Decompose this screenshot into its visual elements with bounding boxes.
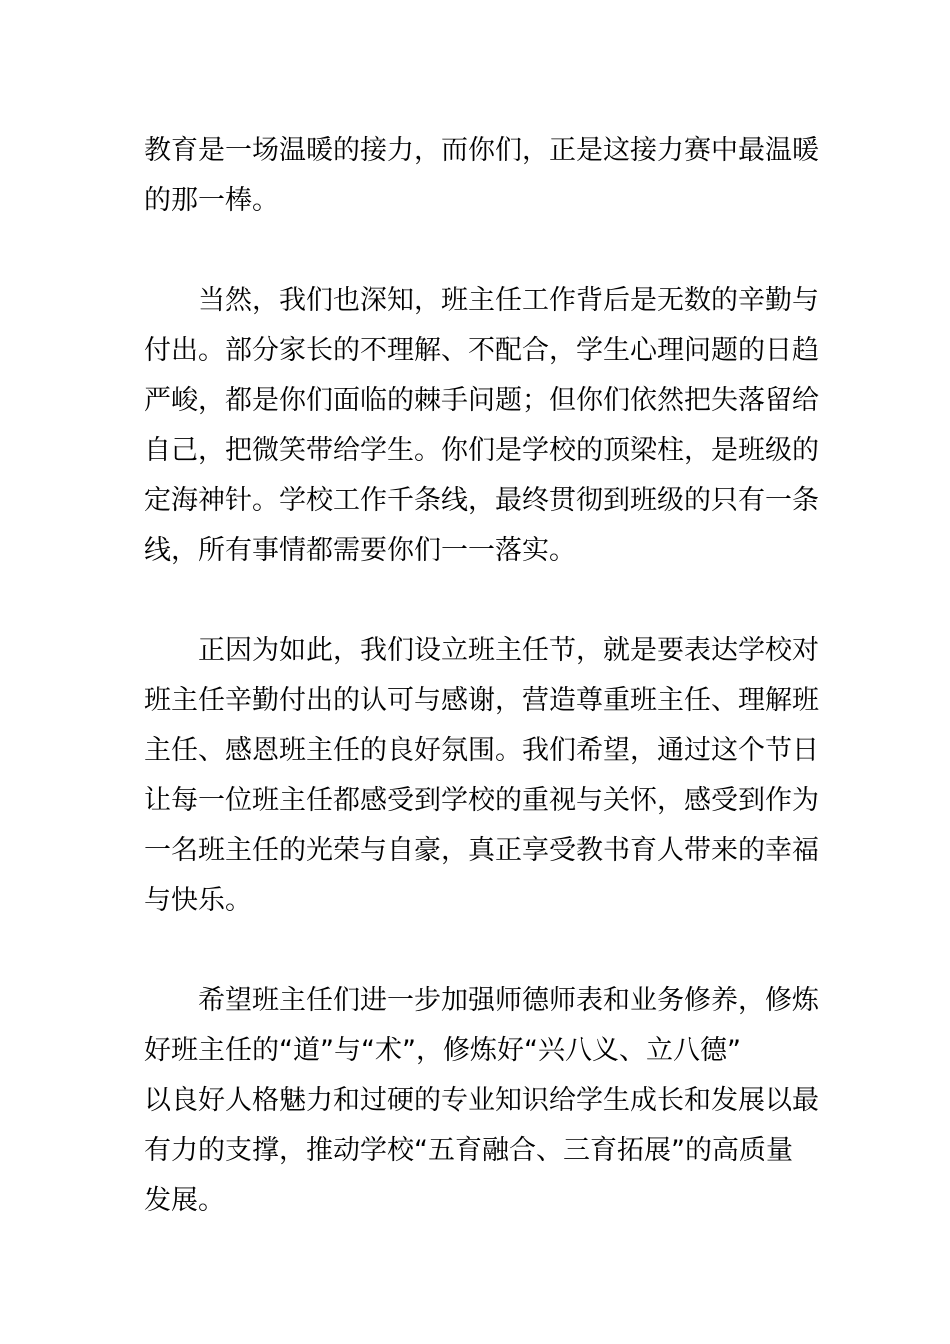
text-line: 正因为如此，我们设立班主任节，就是要表达学校对 bbox=[198, 635, 819, 666]
text-line: 教育是一场温暖的接力，而你们，正是这接力赛中最温暖 bbox=[144, 135, 819, 166]
text-line: 发展。 bbox=[144, 1185, 225, 1216]
text-line: 的那一棒。 bbox=[144, 185, 279, 216]
text-line: 线，所有事情都需要你们一一落实。 bbox=[144, 535, 576, 566]
text-line: 主任、感恩班主任的良好氛围。我们希望，通过这个节日 bbox=[144, 735, 819, 766]
text-line: 与快乐。 bbox=[144, 885, 252, 916]
text-line: 以良好人格魅力和过硬的专业知识给学生成长和发展以最 bbox=[144, 1085, 819, 1116]
paragraph-1 bbox=[144, 126, 819, 226]
paragraph-4 bbox=[144, 976, 819, 1226]
text-line: 好班主任的“道”与“术”，修炼好“兴八义、立八德” bbox=[144, 1035, 741, 1066]
text-line: 让每一位班主任都感受到学校的重视与关怀，感受到作为 bbox=[144, 785, 819, 816]
text-line: 当然，我们也深知，班主任工作背后是无数的辛勤与 bbox=[198, 285, 819, 316]
text-line: 严峻，都是你们面临的棘手问题；但你们依然把失落留给 bbox=[144, 385, 819, 416]
text-line: 定海神针。学校工作千条线，最终贯彻到班级的只有一条 bbox=[144, 485, 819, 516]
text-line: 班主任辛勤付出的认可与感谢，营造尊重班主任、理解班 bbox=[144, 685, 819, 716]
paragraph-3 bbox=[144, 626, 819, 926]
text-line: 希望班主任们进一步加强师德师表和业务修养，修炼 bbox=[198, 985, 819, 1016]
text-line: 一名班主任的光荣与自豪，真正享受教书育人带来的幸福 bbox=[144, 835, 819, 866]
text-line: 有力的支撑，推动学校“五育融合、三育拓展”的高质量 bbox=[144, 1135, 793, 1166]
text-line: 自己，把微笑带给学生。你们是学校的顶梁柱，是班级的 bbox=[144, 435, 819, 466]
paragraph-2 bbox=[144, 276, 819, 576]
text-line: 付出。部分家长的不理解、不配合，学生心理问题的日趋 bbox=[144, 335, 819, 366]
